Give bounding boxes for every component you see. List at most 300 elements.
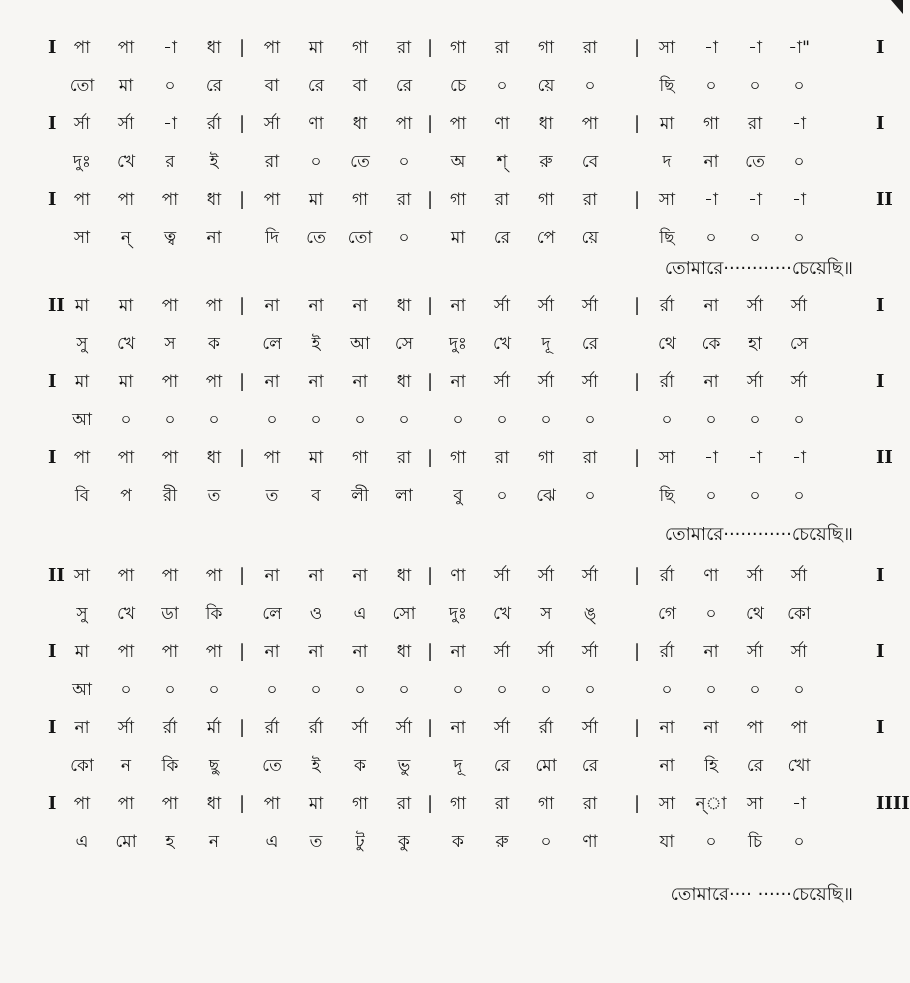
lyric-syllable: ০ (354, 410, 366, 430)
notation-row (0, 638, 903, 704)
swara-cell: পা (161, 566, 179, 586)
swara-cell: র্সা (581, 566, 599, 586)
lyric-syllable: ব (311, 486, 321, 506)
swara-cell: রা (494, 190, 510, 210)
swara-cell: পা (117, 642, 135, 662)
swara-cell: পা (205, 296, 223, 316)
lyric-syllable: গে (657, 604, 677, 624)
swara-cell: ধা (206, 38, 222, 58)
swara-cell: পা (73, 38, 91, 58)
swara-cell: গা (351, 448, 369, 468)
measure-bar: | (238, 641, 246, 662)
swara-cell: র্সা (73, 114, 91, 134)
swara-cell: পা (263, 190, 281, 210)
lyric-syllable: দূ (541, 334, 551, 354)
swara-cell: না (450, 372, 466, 392)
lyric-line (0, 406, 903, 434)
swara-cell: ধা (352, 114, 368, 134)
lyric-syllable: রে (493, 756, 511, 776)
lyric-syllable: খে (116, 152, 136, 172)
swara-cell: ধা (396, 566, 412, 586)
measure-bar: | (426, 447, 434, 468)
measure-bar: | (633, 447, 641, 468)
lyric-syllable: ০ (208, 410, 220, 430)
lyric-syllable: লে (262, 334, 282, 354)
lyric-syllable: বু (453, 486, 463, 506)
lyric-syllable: ০ (354, 680, 366, 700)
lyric-syllable: খে (116, 604, 136, 624)
measure-bar: | (426, 189, 434, 210)
swara-cell: র্সা (746, 566, 764, 586)
lyric-syllable: ই (209, 152, 219, 172)
line-end-bar: I (876, 37, 885, 58)
lyric-syllable: তে (350, 152, 370, 172)
lyric-syllable: ০ (398, 680, 410, 700)
swara-cell: পা (161, 296, 179, 316)
lyric-syllable: না (703, 152, 719, 172)
swara-cell: র্সা (117, 718, 135, 738)
lyric-syllable: ০ (793, 832, 805, 852)
swara-cell: পা (117, 190, 135, 210)
line-start-bar: II (48, 295, 65, 316)
measure-bar: | (238, 371, 246, 392)
swara-cell: পা (263, 794, 281, 814)
swara-cell: রা (396, 38, 412, 58)
lyric-syllable: ও (309, 604, 323, 624)
lyric-syllable: স (164, 334, 176, 354)
lyric-syllable: ০ (793, 152, 805, 172)
lyric-syllable: ০ (452, 410, 464, 430)
swara-cell: রা (494, 794, 510, 814)
lyric-syllable: কো (787, 604, 811, 624)
lyric-syllable: ০ (661, 680, 673, 700)
swara-cell: সা (746, 794, 764, 814)
swara-cell: পা (117, 794, 135, 814)
swara-cell: র্সা (395, 718, 413, 738)
section-1 (0, 34, 903, 279)
swara-cell: র্সা (537, 566, 555, 586)
lyric-line (0, 72, 903, 100)
swara-cell: না (659, 718, 675, 738)
lyric-syllable: ০ (540, 680, 552, 700)
swara-cell: না (352, 296, 368, 316)
swara-cell: পা (117, 38, 135, 58)
measure-bar: | (633, 717, 641, 738)
swara-cell: রা (582, 794, 598, 814)
line-end-bar: I (876, 113, 885, 134)
swara-cell: র্রা (659, 566, 675, 586)
sargam-line (0, 368, 903, 396)
measure-bar: | (633, 565, 641, 586)
lyric-syllable: ০ (496, 486, 508, 506)
lyric-syllable: দুঃ (449, 334, 467, 354)
swara-cell: গা (537, 190, 555, 210)
sargam-line (0, 110, 903, 138)
line-start-bar: I (48, 37, 57, 58)
lyric-syllable: বা (352, 76, 368, 96)
swara-cell: সা (658, 448, 676, 468)
line-start-bar: II (48, 565, 65, 586)
lyric-syllable: বা (264, 76, 280, 96)
swara-cell: না (703, 372, 719, 392)
lyric-syllable: ০ (496, 76, 508, 96)
lyric-syllable: ০ (208, 680, 220, 700)
lyric-syllable: তে (306, 228, 326, 248)
lyric-syllable: মো (535, 756, 557, 776)
swara-cell: গা (449, 38, 467, 58)
lyric-syllable: খে (492, 604, 512, 624)
swara-cell: না (352, 566, 368, 586)
swara-cell: -া" (788, 38, 810, 58)
swara-cell: পা (449, 114, 467, 134)
swara-cell: র্সা (351, 718, 369, 738)
swara-cell: র্রা (206, 114, 222, 134)
lyric-syllable: ০ (749, 76, 761, 96)
swara-cell: -া (163, 38, 177, 58)
swara-cell: র্সা (537, 296, 555, 316)
swara-cell: রা (396, 794, 412, 814)
swara-cell: -া (748, 448, 762, 468)
measure-bar: | (238, 565, 246, 586)
swara-cell: -া (792, 114, 806, 134)
sargam-line (0, 562, 903, 590)
swara-cell: র্সা (581, 372, 599, 392)
line-start-bar: I (48, 113, 57, 134)
refrain-label-3: তোমারে···· ······চেয়েছি॥ (670, 884, 853, 905)
lyric-syllable: তে (262, 756, 282, 776)
swara-cell: গা (351, 38, 369, 58)
measure-bar: | (238, 717, 246, 738)
lyric-syllable: ত (309, 832, 323, 852)
swara-cell: র্সা (493, 372, 511, 392)
swara-cell: গা (449, 190, 467, 210)
section-2 (0, 292, 903, 545)
swara-cell: গা (351, 794, 369, 814)
swara-cell: না (264, 566, 280, 586)
lyric-syllable: য়ে (537, 76, 555, 96)
lyric-syllable: প (120, 486, 132, 506)
swara-cell: র্সা (537, 642, 555, 662)
lyric-syllable: কি (161, 756, 179, 776)
notation-row (0, 292, 903, 358)
lyric-syllable: রে (581, 334, 599, 354)
lyric-syllable: ০ (749, 410, 761, 430)
lyric-line (0, 600, 903, 628)
lyric-syllable: হি (704, 756, 718, 776)
measure-bar: | (633, 295, 641, 316)
line-start-bar: I (48, 371, 57, 392)
lyric-syllable: ০ (793, 410, 805, 430)
swara-cell: পা (161, 448, 179, 468)
swara-cell: না (264, 296, 280, 316)
lyric-syllable: ০ (496, 680, 508, 700)
swara-cell: পা (117, 448, 135, 468)
measure-bar: | (633, 189, 641, 210)
refrain-label-2: তোমারে············চেয়েছি॥ (664, 524, 853, 545)
swara-cell: গা (537, 794, 555, 814)
line-end-bar: I (876, 371, 885, 392)
page-corner-shadow (891, 0, 903, 14)
lyric-syllable: খে (492, 334, 512, 354)
lyric-syllable: সা (73, 228, 91, 248)
lyric-syllable: ০ (310, 152, 322, 172)
swara-cell: -া (704, 448, 718, 468)
swara-cell: পা (161, 642, 179, 662)
swara-cell: ণা (703, 566, 719, 586)
swara-cell: মা (308, 190, 324, 210)
swara-cell: ধা (206, 190, 222, 210)
lyric-syllable: খো (787, 756, 811, 776)
swara-cell: রা (582, 190, 598, 210)
lyric-syllable: ০ (705, 410, 717, 430)
swara-cell: গা (449, 448, 467, 468)
swara-cell: সা (658, 794, 676, 814)
swara-cell: গা (351, 190, 369, 210)
swara-cell: ধা (206, 794, 222, 814)
lyric-syllable: ০ (705, 228, 717, 248)
lyric-syllable: ০ (540, 832, 552, 852)
swara-cell: পা (73, 190, 91, 210)
swara-cell: -া (704, 190, 718, 210)
swara-cell: না (308, 566, 324, 586)
lyric-syllable: ০ (793, 76, 805, 96)
measure-bar: | (238, 793, 246, 814)
swara-cell: রা (582, 38, 598, 58)
swara-cell: না (703, 296, 719, 316)
lyric-syllable: ই (311, 334, 321, 354)
sargam-line (0, 790, 910, 818)
lyric-syllable: লে (262, 604, 282, 624)
swara-cell: রা (396, 448, 412, 468)
lyric-syllable: সু (76, 604, 88, 624)
lyric-line (0, 330, 903, 358)
line-end-bar: I (876, 717, 885, 738)
lyric-syllable: ০ (661, 410, 673, 430)
lyric-syllable: ০ (164, 410, 176, 430)
swara-cell: র্সা (790, 372, 808, 392)
lyric-syllable: কি (205, 604, 223, 624)
notation-row (0, 714, 903, 780)
lyric-syllable: ন্ (120, 228, 132, 248)
swara-cell: -া (792, 448, 806, 468)
notation-row (0, 444, 903, 510)
lyric-syllable: ০ (540, 410, 552, 430)
lyric-syllable: ঝে (536, 486, 556, 506)
measure-bar: | (426, 641, 434, 662)
sargam-line (0, 444, 903, 472)
lyric-syllable: ভু (397, 756, 411, 776)
line-end-bar: I (876, 641, 885, 662)
lyric-syllable: হ (165, 832, 175, 852)
swara-cell: র্রা (538, 718, 554, 738)
notation-row (0, 186, 903, 252)
lyric-syllable: খে (116, 334, 136, 354)
swara-cell: না (308, 642, 324, 662)
swara-cell: র্রা (308, 718, 324, 738)
swara-cell: র্সা (493, 296, 511, 316)
lyric-syllable: শ্ (496, 152, 508, 172)
lyric-line (0, 224, 903, 252)
lyric-syllable: রে (746, 756, 764, 776)
lyric-syllable: লী (351, 486, 369, 506)
lyric-syllable: ০ (584, 680, 596, 700)
lyric-syllable: না (659, 756, 675, 776)
swara-cell: না (264, 372, 280, 392)
lyric-syllable: ০ (266, 410, 278, 430)
swara-cell: র্রা (659, 642, 675, 662)
notation-row (0, 110, 903, 176)
lyric-syllable: ন (120, 756, 132, 776)
measure-bar: | (238, 447, 246, 468)
swara-cell: গা (449, 794, 467, 814)
swara-cell: পা (161, 794, 179, 814)
lyric-syllable: র (165, 152, 175, 172)
lyric-syllable: মো (115, 832, 137, 852)
lyric-syllable: পে (536, 228, 556, 248)
swara-cell: সা (658, 38, 676, 58)
swara-cell: ন্া (695, 794, 727, 814)
lyric-syllable: তো (69, 76, 95, 96)
lyric-syllable: ০ (793, 228, 805, 248)
swara-cell: পা (263, 448, 281, 468)
measure-bar: | (426, 113, 434, 134)
sargam-line (0, 714, 903, 742)
lyric-syllable: সো (392, 604, 416, 624)
lyric-syllable: ০ (398, 228, 410, 248)
lyric-syllable: মা (450, 228, 466, 248)
lyric-syllable: ত (207, 486, 221, 506)
lyric-syllable: ০ (749, 228, 761, 248)
swara-cell: ণা (494, 114, 510, 134)
lyric-syllable: ০ (120, 410, 132, 430)
swara-cell: র্সা (746, 642, 764, 662)
line-start-bar: I (48, 447, 57, 468)
lyric-syllable: ক (452, 832, 464, 852)
swara-cell: না (264, 642, 280, 662)
swara-cell: র্রা (659, 372, 675, 392)
swara-cell: র্রা (659, 296, 675, 316)
measure-bar: | (426, 565, 434, 586)
measure-bar: | (238, 37, 246, 58)
measure-bar: | (426, 717, 434, 738)
swara-cell: মা (659, 114, 675, 134)
lyric-syllable: ০ (749, 680, 761, 700)
lyric-syllable: এ (265, 832, 279, 852)
lyric-syllable: এ (75, 832, 89, 852)
line-start-bar: I (48, 717, 57, 738)
lyric-syllable: রে (581, 756, 599, 776)
lyric-syllable: রে (493, 228, 511, 248)
lyric-syllable: ০ (496, 410, 508, 430)
lyric-syllable: রা (264, 152, 280, 172)
swara-cell: র্রা (162, 718, 178, 738)
section-3 (0, 562, 910, 905)
lyric-syllable: ০ (164, 680, 176, 700)
measure-bar: | (426, 793, 434, 814)
swara-cell: র্সা (537, 372, 555, 392)
lyric-syllable: ০ (120, 680, 132, 700)
lyric-syllable: আ (72, 410, 92, 430)
measure-bar: | (238, 295, 246, 316)
lyric-syllable: ক (208, 334, 220, 354)
lyric-syllable: ছু (208, 756, 220, 776)
lyric-syllable: ০ (705, 604, 717, 624)
swara-cell: না (74, 718, 90, 738)
swara-cell: র্সা (263, 114, 281, 134)
lyric-syllable: রু (539, 152, 553, 172)
swara-cell: ণা (450, 566, 466, 586)
line-end-bar: IIII (876, 793, 910, 814)
swara-cell: পা (790, 718, 808, 738)
measure-bar: | (426, 295, 434, 316)
swara-cell: ধা (396, 642, 412, 662)
swara-cell: না (450, 642, 466, 662)
lyric-syllable: যা (659, 832, 675, 852)
lyric-line (0, 828, 903, 856)
swara-cell: র্সা (581, 296, 599, 316)
swara-cell: না (352, 372, 368, 392)
lyric-syllable: ঙ্ (583, 604, 597, 624)
lyric-syllable: ছি (659, 486, 675, 506)
swara-cell: -া (163, 114, 177, 134)
lyric-syllable: ০ (266, 680, 278, 700)
lyric-syllable: দুঃ (449, 604, 467, 624)
lyric-syllable: দ (662, 152, 672, 172)
swara-cell: র্মা (206, 718, 222, 738)
swara-cell: সা (658, 190, 676, 210)
swara-cell: র্সা (117, 114, 135, 134)
lyric-syllable: ০ (584, 410, 596, 430)
line-end-bar: II (876, 447, 893, 468)
lyric-syllable: ০ (164, 76, 176, 96)
swara-cell: -া (704, 38, 718, 58)
measure-bar: | (633, 37, 641, 58)
lyric-syllable: তে (745, 152, 765, 172)
lyric-syllable: ডা (161, 604, 179, 624)
swara-cell: না (308, 372, 324, 392)
refrain-label-1: তোমারে············চেয়েছি॥ (664, 258, 853, 279)
lyric-syllable: বি (74, 486, 90, 506)
swara-cell: র্রা (264, 718, 280, 738)
lyric-syllable: রী (162, 486, 178, 506)
swara-cell: পা (161, 190, 179, 210)
sargam-line (0, 34, 903, 62)
sargam-line (0, 292, 903, 320)
swara-cell: পা (395, 114, 413, 134)
swara-cell: র্সা (790, 642, 808, 662)
lyric-syllable: ০ (452, 680, 464, 700)
lyric-syllable: চি (747, 832, 763, 852)
swara-cell: না (450, 718, 466, 738)
notation-row (0, 368, 903, 434)
swara-cell: পা (73, 794, 91, 814)
lyric-line (0, 752, 903, 780)
swara-cell: রা (582, 448, 598, 468)
measure-bar: | (633, 113, 641, 134)
swara-cell: ধা (206, 448, 222, 468)
swara-cell: পা (73, 448, 91, 468)
lyric-syllable: না (206, 228, 222, 248)
lyric-syllable: দূ (453, 756, 463, 776)
swara-cell: ণা (308, 114, 324, 134)
lyric-syllable: ই (311, 756, 321, 776)
lyric-syllable: ত্ব (163, 228, 177, 248)
lyric-syllable: কো (70, 756, 94, 776)
lyric-syllable: ছি (659, 76, 675, 96)
swara-cell: মা (118, 296, 134, 316)
lyric-syllable: স (540, 604, 552, 624)
lyric-syllable: তো (347, 228, 373, 248)
